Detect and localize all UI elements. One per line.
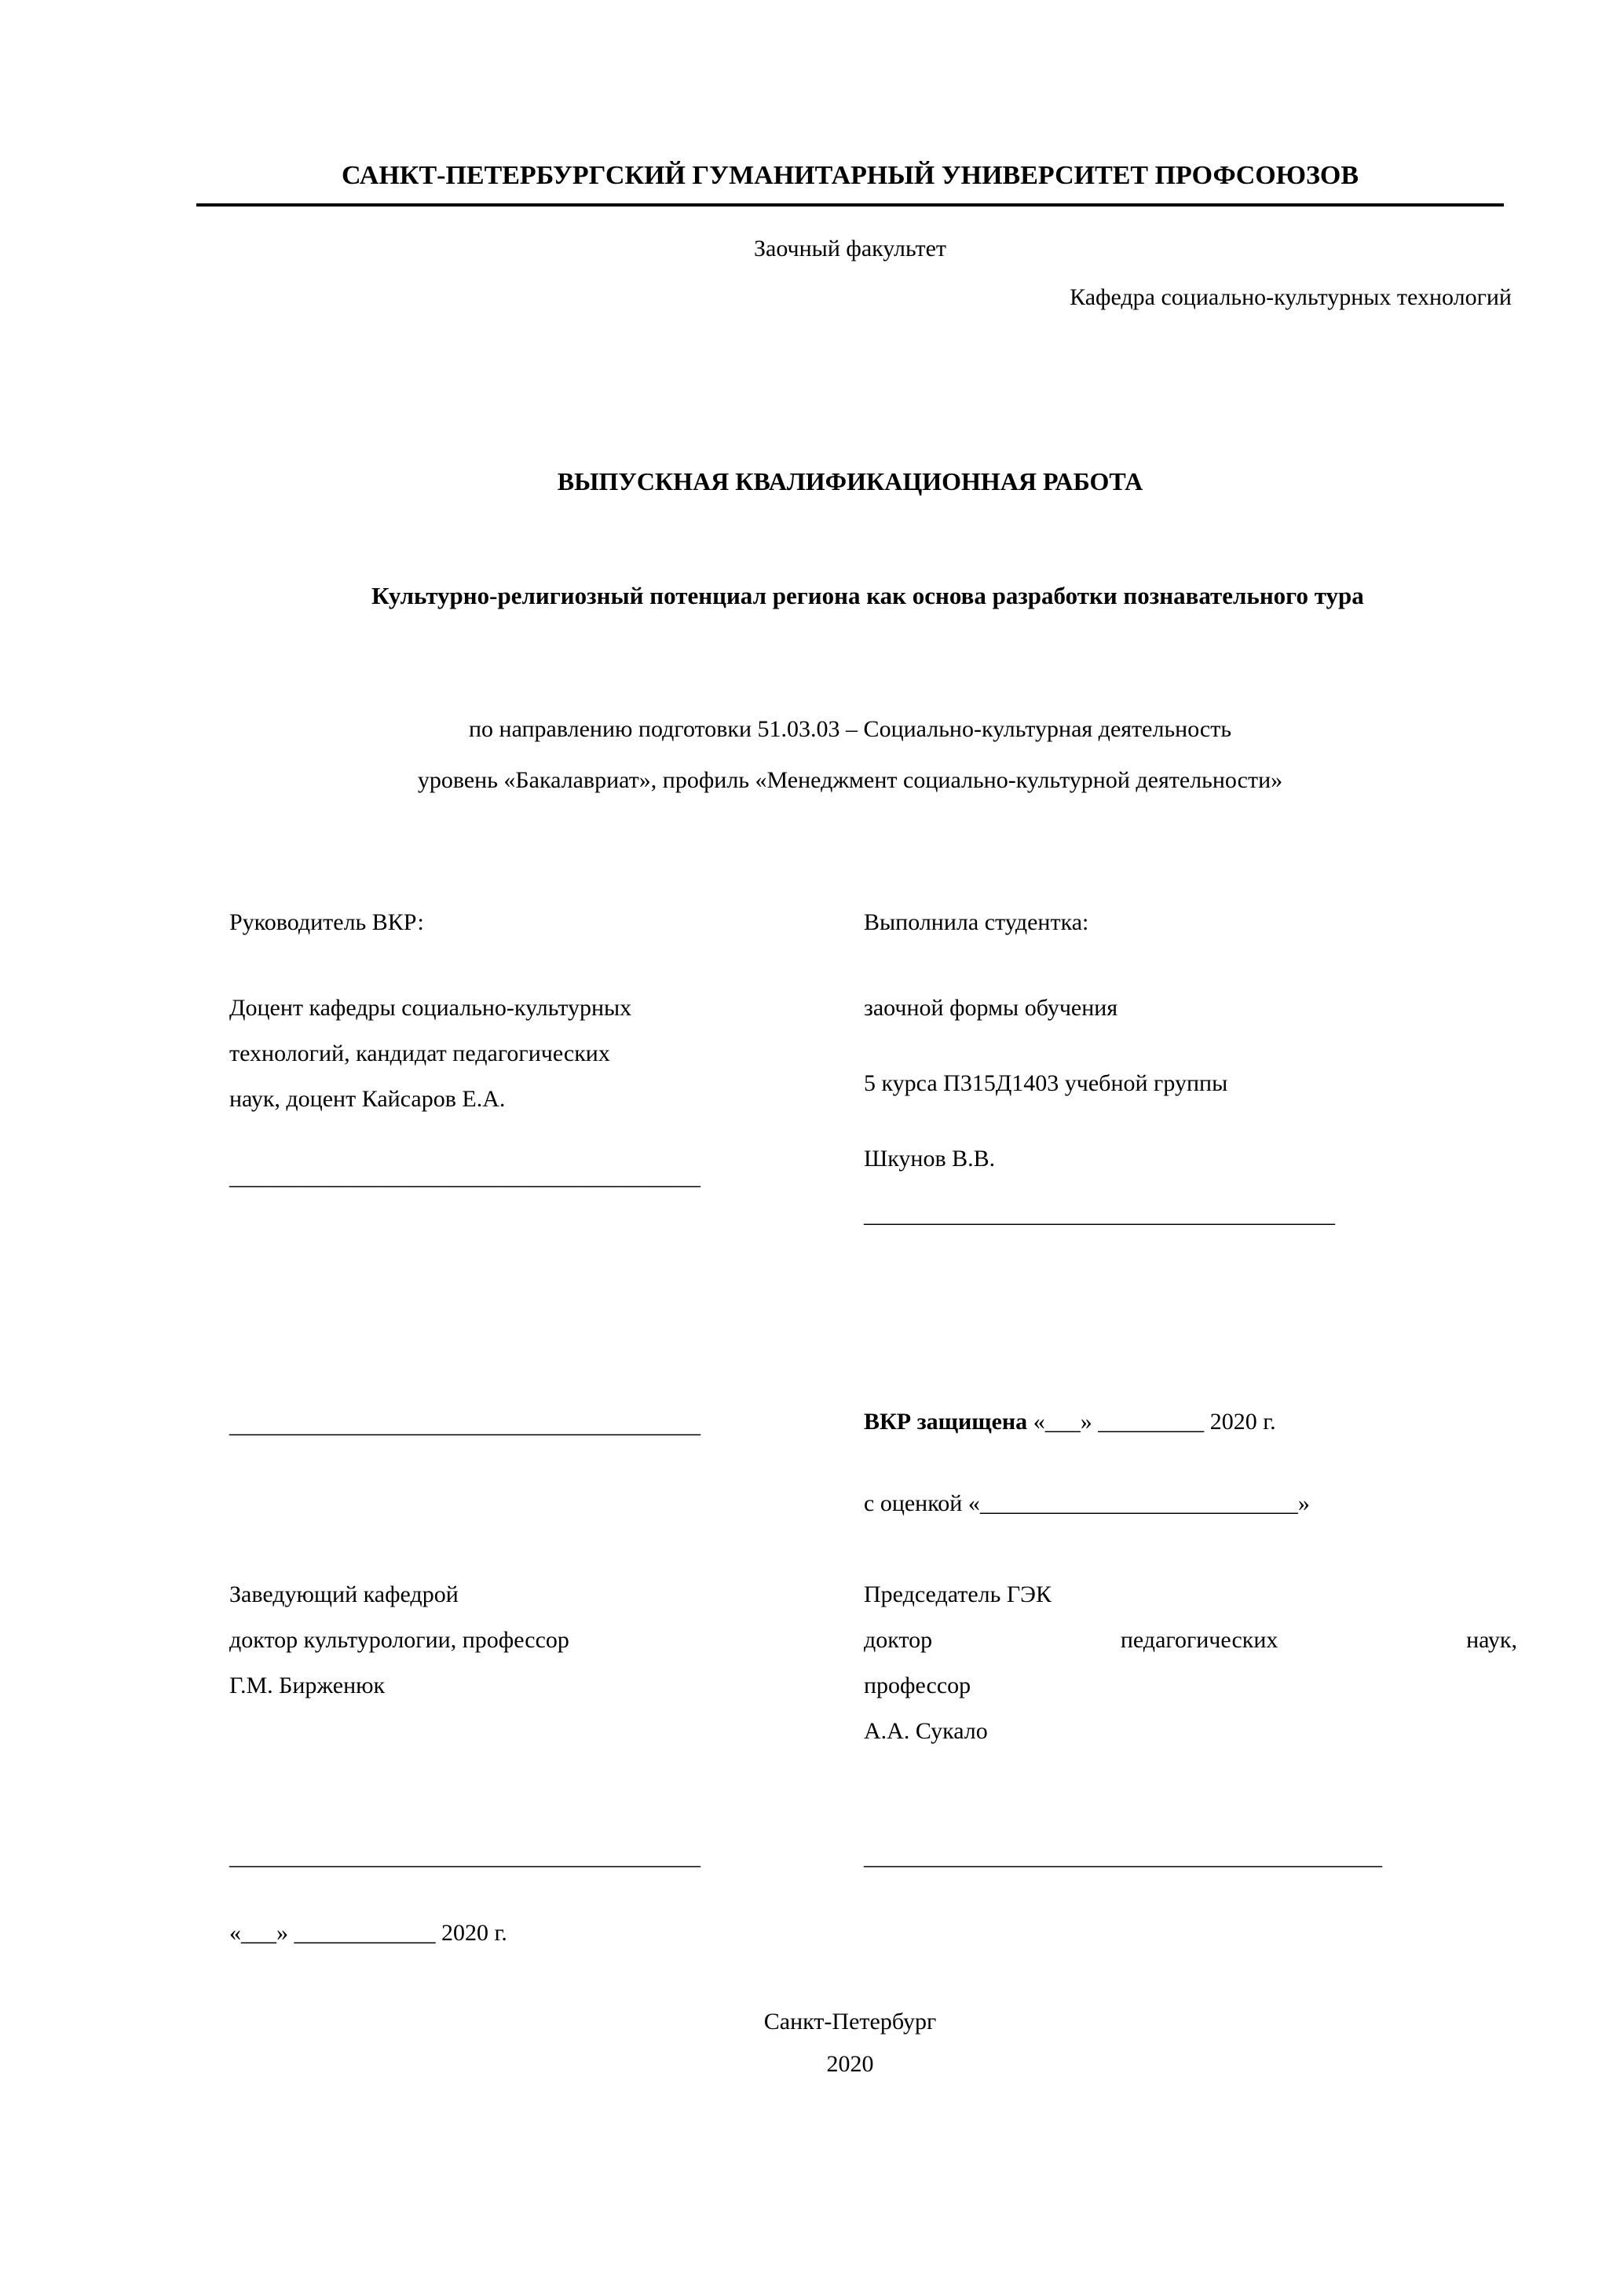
grade-line: с оценкой «___________________________» [864,1490,1310,1516]
thesis-title: Культурно-религиозный потенциал региона как основа разработки познавательного тура [371,582,1364,609]
supervisor-info [229,985,810,1122]
left-signature-line: ________________________________________ [229,1412,700,1438]
gek-chair-info [864,1572,1517,1754]
student-label: Выполнила студентка: [864,909,1089,935]
supervisor-info-line: наук, доцент Кайсаров Е.А. [229,1086,506,1112]
gek-chair-line: А.А. Сукало [864,1718,988,1744]
head-date-line: «___» ____________ 2020 г. [229,1920,507,1946]
gek-chair-line: доктор педагогических наук, [864,1627,1517,1653]
university-name: САНКТ-ПЕТЕРБУРГСКИЙ ГУМАНИТАРНЫЙ УНИВЕРСИТЕТ ПРОФСОЮЗОВ [196,161,1504,207]
student-info-line: 5 курса П315Д1403 учебной группы [864,1070,1228,1096]
head-of-department-line: доктор культурологии, профессор [229,1627,569,1653]
student-info-line: заочной формы обучения [864,995,1118,1021]
work-type-heading: ВЫПУСКНАЯ КВАЛИФИКАЦИОННАЯ РАБОТА [557,467,1143,495]
study-level-profile: уровень «Бакалавриат», профиль «Менеджмент социально-культурной деятельности» [417,767,1283,793]
head-of-department-info [229,1572,810,1709]
footer-city: Санкт-Петербург [763,2009,937,2035]
supervisor-signature-line: ________________________________________ [229,1164,700,1190]
footer-year: 2020 [826,2051,874,2077]
gek-chair-line: Председатель ГЭК [864,1581,1052,1607]
gek-signature-line: ____________________________________________ [864,1844,1382,1870]
defense-date-line [864,1409,1517,1435]
head-signature-line: ________________________________________ [229,1844,700,1870]
student-signature-line: ________________________________________ [864,1201,1335,1227]
gek-chair-line: профессор [864,1673,971,1698]
defense-date-blank: «___» _________ 2020 г. [1027,1409,1276,1435]
study-direction: по направлению подготовки 51.03.03 – Социально-культурная деятельность [468,716,1232,742]
supervisor-label: Руководитель ВКР: [229,909,424,935]
student-info [864,985,1517,1212]
faculty-name: Заочный факультет [753,236,947,261]
defense-date-label: ВКР защищена [864,1409,1028,1435]
head-of-department-line: Заведующий кафедрой [229,1581,459,1607]
head-of-department-line: Г.М. Бирженюк [229,1673,386,1698]
department-name: Кафедра социально-культурных технологий [1070,284,1512,310]
supervisor-info-line: Доцент кафедры социально-культурных [229,995,632,1021]
supervisor-info-line: технологий, кандидат педагогических [229,1040,610,1066]
student-info-line: Шкунов В.В. [864,1146,996,1172]
